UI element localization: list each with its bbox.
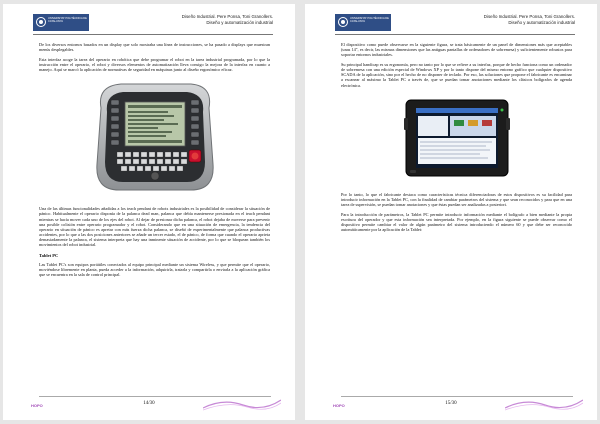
paragraph: Por lo tanto, lo que el fabricante destaca como características técnica diferenciadoras de estos dispositivos es su facilidad para introducir información en la Tablet PC, con la finalidad de cambiar parámetros del sistema y que sean reconocidos y para que en una tarea de supervisión, se puedan tomar anotaciones y que éstas puedan ser analizadas a posteriori.	[341, 191, 572, 208]
teach-pendant-figure	[87, 78, 223, 196]
paragraph: De los diversos entornos basados en un display que solo mostraba una línea de instrucciones, se ha pasado a displays que muestran menús desplegables.	[39, 42, 270, 53]
header-text	[484, 14, 575, 26]
page-number: 14/30	[143, 401, 155, 406]
page-right	[305, 4, 597, 420]
university-logo	[335, 14, 391, 31]
page-body	[341, 42, 572, 237]
paragraph: Una de las últimas funcionalidades añadidas a los teach pendant de robots industriales es la posibilidad de considerar la situación de pánico. Habitualmente el operario disponía de la palanca dead man, palanca que debía mantenerse presionada en el teach pendant mientras se hacía mover cada uno de los ejes del robot. Al dejar de presionar dicha palanca, el robot dejaba de moverse para prevenir una posible colisión entre operario programador y el robot. Considerando que en una situación de emergencia, la tendencia del operario en situación de pánico es apretar con más fuerza dicha palanca, se diseñó de experimentalmente que palanca productivas accidentes, por lo que a las dos posiciones anteriores se añade un tercer estado, el de pánico, de forma que cuando el operario aprieta demasiadamente la palanca, el sistema interpreta que hay una inminente situación de accidente, por lo que se bloquean también los movimientos del robot industrial.	[39, 206, 270, 248]
page-left	[3, 4, 295, 420]
section-heading: Tablet PC	[39, 252, 59, 258]
page-header	[305, 14, 597, 36]
paragraph: Su principal handicap es su ergonomía, pero no tanto por lo que se refiere a su interfaz, porque de hecho funciona como un ordenador de sobremesa con una edición especial de Windows XP y por lo tanto dispone del mismo entorno gráfico que cualquier dispositivo SCADA de la aplicación, sino por el hecho de no disponer de teclado. Por eso, las soluciones que propone el fabricante es encaminar a escanear al máximo la Tablet PC a través de, que se puedan tomar anotaciones mediante los clásicos bolígrafos de agenda electrónica.	[341, 61, 572, 88]
university-seal-icon	[36, 17, 46, 27]
footer-logo: HOPO	[31, 403, 43, 408]
header-authors: Diseño Industrial. Pere Ponsa, Toni Granollers.	[483, 14, 575, 19]
footer-wave-decoration	[505, 396, 583, 412]
header-rule	[335, 34, 575, 35]
header-text	[182, 14, 273, 26]
logo-text: UNIVERSITAT POLITÈCNICA DE CATALUNYA	[350, 17, 389, 24]
teach-pendant-image	[87, 78, 223, 196]
tablet-pc-image	[402, 96, 512, 180]
header-subject: Diseño y automatización industrial	[508, 20, 575, 25]
page-header	[3, 14, 295, 36]
page-number: 15/30	[445, 401, 457, 406]
header-authors: Diseño Industrial. Pere Ponsa, Toni Granollers.	[181, 14, 273, 19]
paragraph: Las Tablet PC's son equipos portátiles conectados al equipo principal mediante un sistema Wireless, y que permite que el operario, moviéndose libremente en planta, pueda acceder a la información, adquirirla, tratarla y compartirla o enviarla a la aplicación gráfica que se encuentra en la sala de control principal.	[39, 261, 270, 277]
page-body	[39, 42, 270, 282]
university-logo	[33, 14, 89, 31]
paragraph: El dispositivo como puede observarse en la siguiente figura, se trata básicamente de un panel de dimensiones más que aceptables (unas 14", es decir, las mismas dimensiones que las antiguas pantallas de ordenadores de sobremesa) y suficientemente robustos para soportar entornos industriales.	[341, 42, 572, 58]
page-footer	[3, 394, 295, 414]
logo-text: UNIVERSITAT POLITÈCNICA DE CATALUNYA	[48, 17, 87, 24]
university-seal-icon	[338, 17, 348, 27]
header-rule	[33, 34, 273, 35]
page-footer	[305, 394, 597, 414]
tablet-pc-figure	[402, 96, 512, 180]
paragraph: Esta interfaz acoge la tarea del operario en robótica que debe programar el robot en la tarea industrial programada, por lo que la instrucción entre el operario, el robot y diversos elementos de automatización lleva consigo la mejora de la interfaz en cuanto a manejo. Aquí se marcó la aplicación de normativas de seguridad en máquinas junto al diseño ergonómico eficaz.	[39, 56, 270, 73]
header-subject: Diseño y automatización industrial	[206, 20, 273, 25]
footer-logo: HOPO	[333, 403, 345, 408]
footer-wave-decoration	[203, 396, 281, 412]
paragraph: Para la introducción de parámetros, la Tablet PC permite introducir información mediante el bolígrafo a bien mediante la propia escritura del operador y que esta información sea interpretada. Por ejemplo, en la figura siguiente se puede observar como el dispositivo permite cambiar el valor de algún parámetro del sistema introduciendo el número 60 y que debe ser reconocido automáticamente por la aplicación de la Tablet:	[341, 211, 572, 233]
